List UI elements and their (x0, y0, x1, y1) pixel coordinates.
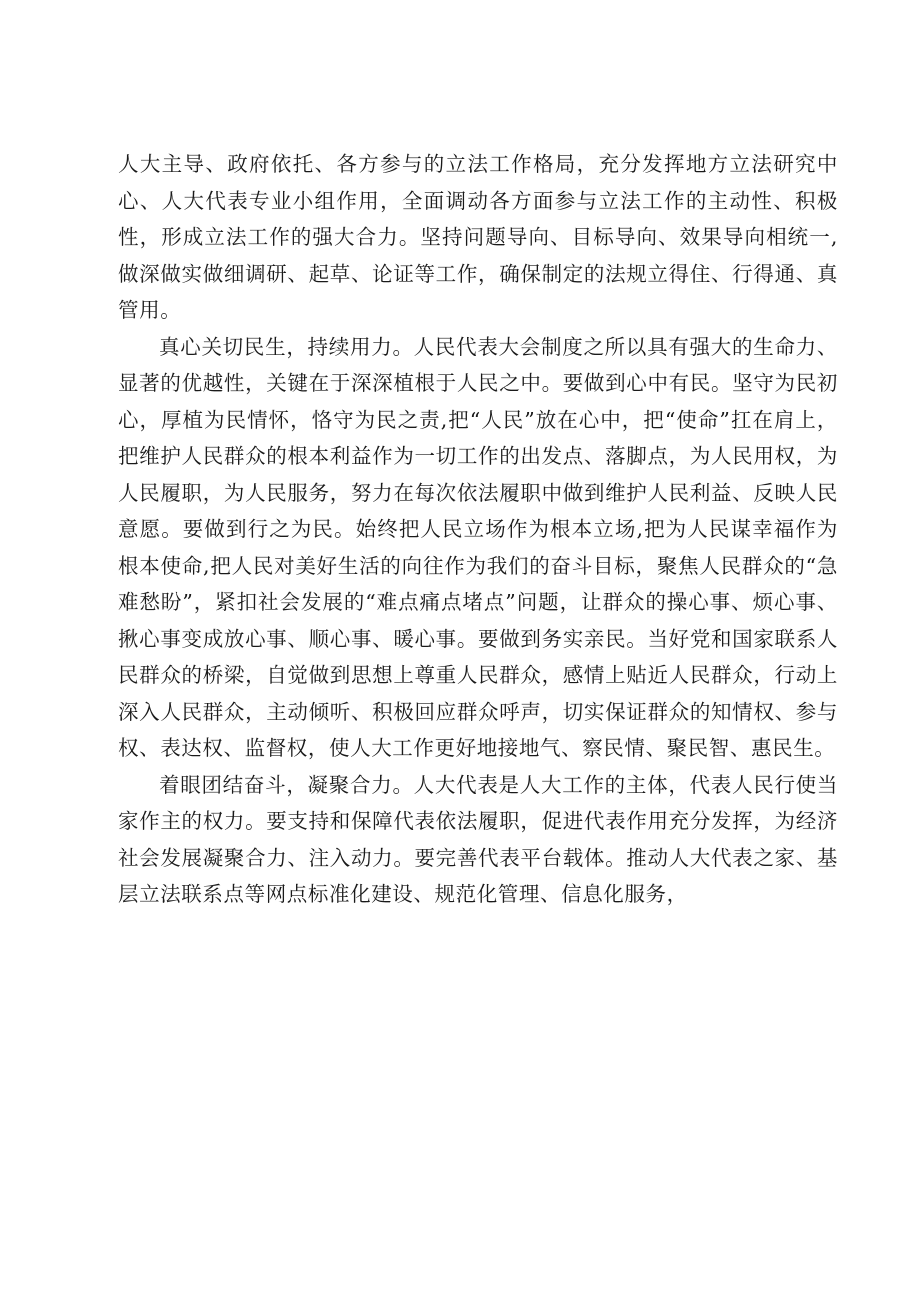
paragraph-2: 真心关切民生，持续用力。人民代表大会制度之所以具有强大的生命力、显著的优越性，关键在于深深植根于人民之中。要做到心中有民。坚守为民初心，厚植为民情怀，恪守为民之责,把“人民”放在心中，把“使命”扛在肩上，把维护人民群众的根本利益作为一切工作的出发点、落脚点，为人民用权，为人民履职，为人民服务，努力在每次依法履职中做到维护人民利益、反映人民意愿。要做到行之为民。始终把人民立场作为根本立场,把为人民谋幸福作为根本使命,把人民对美好生活的向往作为我们的奋斗目标，聚焦人民群众的“急难愁盼”，紧扣社会发展的“难点痛点堵点”问题，让群众的操心事、烦心事、揪心事变成放心事、顺心事、暖心事。要做到务实亲民。当好党和国家联系人民群众的桥梁，自觉做到思想上尊重人民群众，感情上贴近人民群众，行动上深入人民群众，主动倾听、积极回应群众呼声，切实保证群众的知情权、参与权、表达权、监督权，使人大工作更好地接地气、察民情、聚民智、惠民生。 (118, 334, 838, 760)
paragraph-3: 着眼团结奋斗，凝聚合力。人大代表是人大工作的主体，代表人民行使当家作主的权力。要支持和保障代表依法履职，促进代表作用充分发挥，为经济社会发展凝聚合力、注入动力。要完善代表平台载体。推动人大代表之家、基层立法联系点等网点标准化建设、规范化管理、信息化服务， (118, 772, 838, 906)
document-body (118, 146, 838, 913)
paragraph-1: 人大主导、政府依托、各方参与的立法工作格局，充分发挥地方立法研究中心、人大代表专业小组作用，全面调动各方面参与立法工作的主动性、积极性，形成立法工作的强大合力。坚持问题导向、目标导向、效果导向相统一,做深做实做细调研、起草、论证等工作，确保制定的法规立得住、行得通、真管用。 (118, 152, 838, 322)
